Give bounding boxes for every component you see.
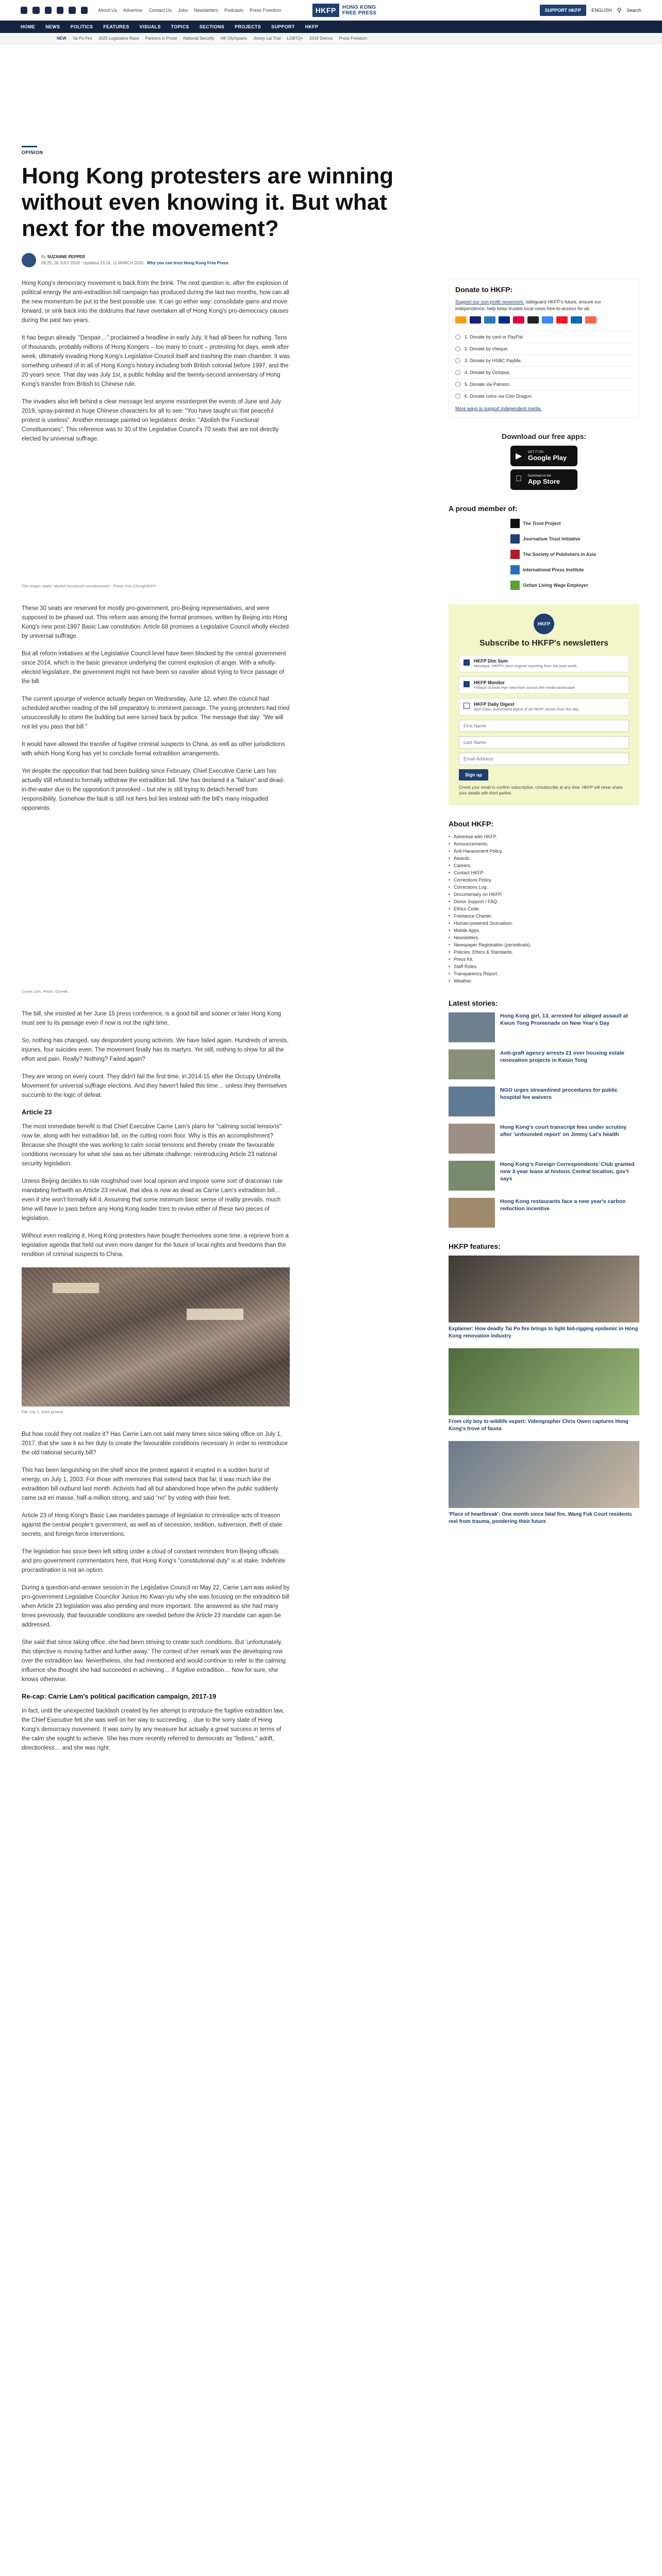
top-link-about[interactable]: About Us [98, 7, 118, 13]
sopa-icon [510, 550, 520, 559]
paragraph: So, nothing has changed, say despondent young activists. We have failed again. Hundreds of arrests, injuries, four suicides even. The movement finally has its martyrs. Yet still, nothing to show for all the effort and pain. Really? Nothing? Failed again? [22, 1038, 289, 1062]
donate-text: Support our non-profit newsroom: safeguard HKFP's future, ensure our independence, help keep trusted local news free-to-access for all. [455, 299, 601, 311]
payme-icon [556, 316, 568, 324]
member-logo[interactable]: The Society of Publishers in Asia [510, 550, 639, 559]
signup-button[interactable]: Sign up [459, 769, 488, 781]
about-list [449, 833, 639, 985]
paragraph: In fact, until the unexpected backlash created by her attempt to introduce the fugitive extradition law, the Chief Executive felt she was well on her way to succeeding… due to the sorry state of Hong Kong's democracy movement. It was sorry by any measure but actually a great success in terms of the calm she sought to achieve. She has more recently referred to democrats as "listless," adrift, directionless… and she was right. [22, 1708, 284, 1751]
about-link[interactable]: • Newsletters. [449, 934, 639, 941]
feature-story[interactable]: Explainer: How deadly Tai Po fire brings to light bid-rigging epidemic in Hong Kong renovation industry [449, 1256, 639, 1340]
sidebar [449, 279, 639, 1540]
trending-item[interactable]: Jimmy Lai Trial [253, 36, 281, 41]
trending-bar [0, 33, 662, 44]
story-thumbnail[interactable] [449, 1124, 495, 1154]
top-link-newsletters[interactable]: Newsletters [194, 7, 219, 13]
patreon-icon [585, 316, 597, 324]
about-link[interactable]: • Corrections Policy. [449, 876, 639, 884]
visa-icon [470, 316, 481, 324]
radio-icon[interactable] [455, 394, 460, 399]
top-right [540, 5, 641, 16]
member-logo[interactable]: The Trust Project [510, 519, 639, 528]
apps-section [449, 432, 639, 490]
about-title: About HKFP: [449, 820, 494, 828]
last-name-input[interactable] [459, 736, 629, 749]
latest-story[interactable]: Hong Kong restaurants face a new year's carbon reduction incentive [449, 1198, 639, 1228]
article-subhead: Re-cap: Carrie Lam's political pacification campaign, 2017-19 [22, 1692, 217, 1700]
latest-story[interactable]: Anti-graft agency arrests 21 over housing estate renovation projects in Kwun Tong [449, 1049, 639, 1079]
trending-item[interactable]: Tai Po Fire [72, 36, 92, 41]
about-link[interactable]: • Ethics Code. [449, 905, 639, 912]
latest-story[interactable]: Hong Kong girl, 13, arrested for alleged assault at Kwun Tong Promenade on New Year's Day [449, 1012, 639, 1042]
author-avatar[interactable] [22, 253, 36, 267]
paragraph: The bill, she insisted at her June 15 press conference, is a good bill and sooner or later Hong Kong must see to its passage even if now is not the right time. [22, 1011, 282, 1026]
paragraph: Article 23 of Hong Kong's Basic Law mandates passage of legislation to criminalize acts of treason against the central people's government, as well as of secession, sedition, subversion, theft of state secrets, and foreign force interventions. [22, 1513, 283, 1537]
facebook-icon[interactable] [21, 7, 27, 14]
latest-story[interactable]: Hong Kong's court transcript fees under scrutiny after 'unfounded report' on Jimmy Lai's health [449, 1124, 639, 1154]
trust-project-icon [510, 519, 520, 528]
main-nav [0, 21, 662, 33]
about-link[interactable]: • Documentary on HKFP. [449, 891, 639, 898]
paragraph: It would have allowed the transfer of fugitive criminal suspects to China, as well as other jurisdictions with which Hong Kong has yet to conclude formal extradition arrangements. [22, 741, 285, 757]
logo-wordmark: HONG KONG FREE PRESS [342, 4, 377, 16]
paragraph: The current upsurge of violence actually began on Wednesday, June 12, when the council had scheduled another reading of the bill preparatory to imminent passage. The young protesters had tried unsuccessfully to storm the building but were turned back by police. The message that day: "We will not let you pass that bill." [22, 696, 290, 730]
photo-caption: Carrie Lam. Photo: GovHK. [22, 989, 69, 994]
newsletter-box [449, 604, 639, 805]
nav-projects[interactable]: PROJECTS [235, 24, 261, 29]
donate-option[interactable]: 3. Donate by HSBC PayMe. [455, 354, 633, 366]
about-link[interactable]: • Mobile Apps. [449, 927, 639, 934]
member-logo[interactable]: Oxfam Living Wage Employer [510, 581, 639, 590]
nav-support[interactable]: SUPPORT [271, 24, 295, 29]
donate-option[interactable]: 1. Donate by card or PayPal. [455, 331, 633, 343]
donate-option[interactable]: 4. Donate by Octopus. [455, 366, 633, 378]
nav-topics[interactable]: TOPICS [171, 24, 189, 29]
about-link[interactable]: • Staff Roles. [449, 963, 639, 970]
donate-box [449, 279, 639, 418]
photo-caption: File July 1, 2003 protest. [22, 1410, 64, 1414]
paragraph: Hong Kong's democracy movement is back from the brink. The next question is, after the explosion of political energy the anti-extradition bill campaign has produced during the last two months, how can all the new momentum be put to the best possible use. It can go either way: consolidate gains and move forward, or sink back into the doldrums that have overtaken all of Hong Kong's pro-democracy causes during the past two years. [22, 280, 290, 324]
article-body [22, 279, 290, 1761]
nav-news[interactable]: NEWS [45, 24, 60, 29]
unionpay-icon [513, 316, 524, 324]
article-headline: Hong Kong protesters are winning without even knowing it. But what next for the movement? [22, 163, 394, 241]
checkbox-checked-icon[interactable] [464, 681, 470, 687]
oxfam-icon [510, 581, 520, 590]
apps-title: Download our free apps: [501, 432, 587, 440]
nav-visuals[interactable]: VISUALS [139, 24, 161, 29]
features-title: HKFP features: [449, 1242, 501, 1250]
about-link[interactable]: • Weather. [449, 977, 639, 985]
checkbox-icon[interactable] [464, 703, 470, 709]
top-link-press-freedom[interactable]: Press Freedom [250, 7, 282, 13]
paragraph: But how could they not realize it? Has Carrie Lam not said many times since taking office on July 1, 2017, that she saw it as her duty to create the favourable conditions necessary in order to reintroduce the old national security bill? [22, 1431, 288, 1456]
apple-icon [516, 474, 522, 484]
about-link[interactable]: • Careers. [449, 862, 639, 869]
donate-link[interactable]: Support our non-profit newsroom: [455, 299, 525, 304]
trending-item[interactable]: 2025 Legislative Race [98, 36, 139, 41]
trending-item[interactable]: National Security [183, 36, 214, 41]
octopus-icon [571, 316, 582, 324]
newsletter-note: Check your email to confirm subscription. Unsubscribe at any time. HKFP will never share your details with third parties. [459, 785, 623, 795]
story-thumbnail[interactable] [449, 1049, 495, 1079]
about-link[interactable]: • Announcements. [449, 840, 639, 848]
donate-option[interactable]: 5. Donate via Patreon. [455, 378, 633, 390]
newsletter-option[interactable]: HKFP Monitor Fridays: A birds-eye view from across the media landscape. [459, 676, 629, 694]
trending-item[interactable]: Partners in Prose [145, 36, 177, 41]
member-logo[interactable]: International Press Institute [510, 565, 639, 574]
newsletter-option[interactable]: HKFP Dim Sum Mondays: HKFP's best original reporting from the past week. [459, 655, 629, 672]
about-link[interactable]: • Newspaper Registration (periodicals). [449, 941, 639, 948]
nav-features[interactable]: FEATURES [103, 24, 129, 29]
about-link[interactable]: • Donor Support / FAQ. [449, 898, 639, 905]
support-button[interactable]: SUPPORT HKFP [540, 5, 587, 16]
about-link[interactable]: • Freelance Charter. [449, 912, 639, 920]
donate-option[interactable]: 6. Donate coins via Coin Dragon. [455, 390, 633, 402]
about-section [449, 820, 639, 985]
feature-image[interactable] [449, 1256, 639, 1323]
newsletter-title: Subscribe to HKFP's newsletters [479, 639, 609, 648]
member-logo[interactable]: Journalism Trust Initiative [510, 534, 639, 544]
language-switch[interactable]: ENGLISH [591, 7, 612, 13]
logo-mark: HKFP [312, 4, 339, 17]
article-photo [22, 821, 290, 986]
article-photo [22, 452, 290, 581]
youtube-icon[interactable] [81, 7, 88, 14]
paragraph: During a question-and-answer session in the Legislative Council on May 22, Carrie Lam was asked by pro-government Legislative Councilor Junius Ho Kwan-yiu why she was focusing on the extradition bill when Article 23 legislation was also pending and more important. She answered as she had many times previously, that favourable conditions are needed before the Article 23 mandate can again be addressed. [22, 1585, 290, 1628]
story-thumbnail[interactable] [449, 1087, 495, 1116]
radio-icon[interactable] [455, 346, 460, 351]
radio-icon[interactable] [455, 382, 460, 387]
trending-item[interactable]: LGBTQ+ [287, 36, 304, 41]
banner-shape [53, 1283, 99, 1293]
paragraph: Unless Beijing decides to ride roughshod over local opinion and impose some sort of draconian rule mandating forthwith an Article 23 revival, that idea is now as dead as Carrie Lam's extradition bill… even if she won't formally kill it. Assuming that some minimum basic sense of reality prevails, much time will have to pass before any Hong Kong leader tries to revive either of these two pieces of legislation. [22, 1178, 283, 1222]
banner-shape [187, 1309, 243, 1320]
latest-title: Latest stories: [449, 999, 498, 1007]
article-dateline: 09:25, 28 JULY 2019 · Updated 23:18, 11 MARCH 2020 [41, 261, 144, 265]
category-rule [22, 146, 37, 147]
feature-story[interactable]: From city boy to wildlife expert: Videographer Chris Owen captures Hong Kong's trove of fauna [449, 1348, 639, 1433]
top-link-advertise[interactable]: Advertise [123, 7, 143, 13]
story-thumbnail[interactable] [449, 1012, 495, 1042]
newsletter-logo: HKFP [534, 614, 554, 634]
latest-story[interactable]: Hong Kong's Foreign Correspondents' Club granted new 3-year lease at historic Central location, gov't says [449, 1161, 639, 1191]
about-link[interactable]: • Policies, Ethics & Standards. [449, 948, 639, 956]
byline [22, 253, 228, 267]
google-play-button[interactable]: ▶ GET IT ON Google Play [510, 446, 577, 466]
story-thumbnail[interactable] [449, 1198, 495, 1228]
amex-icon [484, 316, 495, 324]
top-bar [0, 0, 662, 21]
paragraph: It has begun already. "Despair…" proclaimed a headline in early July. It had all been for nothing. Tens of thousands, probably millions of Hong Kongers – too many to count – protesting for days, week after week, ultimately invading Hong Kong's Legislative Council itself and trashing the main chamber. It was something unheard of in all of Hong Kong's history including both British colonial before 1997, and the 20 years since. That day was July 1st, a public holiday and the twenty-second anniversary of Hong Kong's transfer from British to Chinese rule. [22, 335, 290, 387]
nav-sections[interactable]: SECTIONS [199, 24, 225, 29]
donate-title: Donate to HKFP: [455, 285, 513, 294]
paragraph: She said that since taking office, she had been striving to create such conditions. But 'unfortunately, this objective is moving further and further away.' The context of her remark was the developing row over the extradition law. Nevertheless, she had mentioned and would continue to refer to the calming influence she thought she had succeeded in achieving… if fugitive extradition… Now for sure, she knows otherwise. [22, 1639, 286, 1683]
search-label[interactable]: Search [626, 7, 641, 13]
trending-item[interactable]: 2019 Demos [309, 36, 333, 41]
top-link-jobs[interactable]: Jobs [178, 7, 188, 13]
ipi-icon [510, 565, 520, 574]
googlepay-icon [542, 316, 553, 324]
social-icons [21, 7, 88, 14]
play-icon: ▶ [516, 452, 522, 461]
more-ways-link[interactable]: More ways to support independent media. [455, 406, 542, 411]
about-link[interactable]: • Human-powered Journalism. [449, 920, 639, 927]
trust-link[interactable]: Why you can trust Hong Kong Free Press [147, 261, 228, 265]
instagram-icon[interactable] [45, 7, 52, 14]
feature-story[interactable]: 'Place of heartbreak': One month since fatal fire, Wang Fuk Court residents reel from trauma, pondering their future [449, 1441, 639, 1526]
trending-item[interactable]: HK Olympians [220, 36, 247, 41]
newsletter-option[interactable]: HKFP Daily Digest 9pm Daily: Automated digest of all HKFP stories from the day. [459, 698, 629, 716]
protest-crowd-photo [22, 1267, 290, 1406]
applepay-icon [527, 316, 539, 324]
trending-label: NEW [57, 36, 67, 41]
trending-item[interactable]: Press Freedom [339, 36, 368, 41]
top-links [98, 8, 282, 13]
about-link[interactable]: • Corrections Log. [449, 884, 639, 891]
threads-icon[interactable] [57, 7, 63, 14]
about-link[interactable]: • Advertise with HKFP. [449, 833, 639, 840]
about-link[interactable]: • Press Kit. [449, 956, 639, 963]
latest-story[interactable]: NGO urges streamlined procedures for public hospital fee waivers [449, 1087, 639, 1116]
radio-icon[interactable] [455, 334, 460, 340]
paragraph: This has been languishing on the shelf since the protest against it erupted in a sudden burst of energy, on July 1, 2003. For those with memories that extend back that far, it was much like the extradition bill outburst last month. Activists had all but abandoned hope when the public suddenly came out en masse, half-a-million strong, and said "no" by voting with their feet. [22, 1467, 278, 1501]
app-store-button[interactable]: Download on the App Store [510, 469, 577, 490]
about-link[interactable]: • Contact HKFP. [449, 869, 639, 876]
email-input[interactable] [459, 753, 629, 765]
paragraph: The most immediate benefit is that Chief Executive Carrie Lam's plans for "calming social tensions" now lie, along with her extradition bill, on the cutting room floor. Why is this an accomplishment? Because she thought she was working to calm social tensions and thereby create the favourable conditions necessary for what she saw as her ultimate challenge: reintroducing Article 23 national security legislation. [22, 1124, 282, 1167]
paragraph: The legislation has since been left sitting under a cloud of constant reminders from Beijing officials and pro-government commentators here, that Hong Kong's "constitutional duty" is at stake. Indefinite procrastination is not an option. [22, 1549, 286, 1573]
article-subhead: Article 23 [22, 1108, 52, 1116]
jti-icon [510, 534, 520, 544]
members-title: A proud member of: [449, 504, 518, 513]
paypal-icon [499, 316, 510, 324]
paragraph: They are wrong on every count. They didn't fail the first time, in 2014-15 after the Occupy Umbrella Movement for universal suffrage elections. And they haven't failed this time… unless they themselves succumb to the logic of defeat. [22, 1074, 287, 1098]
site-logo[interactable] [312, 4, 376, 17]
mastercard-icon [455, 316, 467, 324]
feature-image[interactable] [449, 1441, 639, 1508]
story-thumbnail[interactable] [449, 1161, 495, 1191]
linkedin-icon[interactable] [69, 7, 75, 14]
nav-politics[interactable]: POLITICS [70, 24, 93, 29]
photo-caption: The slogan reads "abolish functional constituencies". Photo: Kris Cheng/HKFP. [22, 584, 157, 588]
latest-section [449, 999, 639, 1228]
first-name-input[interactable] [459, 720, 629, 732]
article-category[interactable]: OPINION [22, 150, 43, 155]
about-link[interactable]: • Transparency Report. [449, 970, 639, 977]
top-link-podcasts[interactable]: Podcasts [224, 7, 244, 13]
author-name[interactable]: SUZANNE PEPPER [47, 255, 85, 259]
about-link[interactable]: • Awards. [449, 855, 639, 862]
search-icon[interactable]: ⚲ [617, 6, 622, 14]
byline-text: By SUZANNE PEPPER 09:25, 28 JULY 2019 · Updated 23:18, 11 MARCH 2020 Why you can trust Hong Kong Free Press [41, 255, 228, 265]
about-link[interactable]: • Anti-Harassment Policy. [449, 848, 639, 855]
payment-icons [455, 316, 633, 324]
feature-image[interactable] [449, 1348, 639, 1415]
paragraph: Yet despite the opposition that had been building since February, Chief Executive Carrie Lam has actually still refused to formally withdraw the extradition bill. She has declared it a "failure" and dead-in-the-water due to the opposition it provoked – but she is still trying to detach herself from responsibility. Somehow the fault is still not hers but lies instead with the bill's many misguided opponents. [22, 768, 285, 811]
top-link-contact[interactable]: Contact Us [148, 7, 172, 13]
radio-icon[interactable] [455, 358, 460, 363]
paragraph: These 30 seats are reserved for mostly pro-government, pro-Beijing representatives, and were supposed to be phased out. This reform was among the formal promises, written by Beijing into Hong Kong's new post-1997 Basic Law constitution. Article 68 promises a Legislative Council wholly elected by universal suffrage. [22, 605, 289, 639]
paragraph: But all reform initiatives at the Legislative Council level have been blocked by the central government since 2014, which is the basic grievance underlying the current explosion of anger. With a wholly-elected legislature, the government might not have been so cavalier about trying to force passage of the bill. [22, 651, 286, 685]
donate-option[interactable]: 2. Donate by cheque. [455, 343, 633, 354]
x-icon[interactable] [32, 7, 39, 14]
checkbox-checked-icon[interactable] [464, 659, 470, 666]
paragraph: Without even realizing it, Hong Kong protesters have bought themselves some time, a reprieve from a legislative agenda that held out even more danger for the future of local rights and freedoms than the rendition of criminal suspects to China. [22, 1233, 289, 1258]
nav-hkfp[interactable]: HKFP [305, 24, 319, 29]
paragraph: The invaders also left behind a clear message lest anyone misinterpret the events of June and July 2019, spray-painted in huge Chinese characters for all to see: "You have taught us that peaceful protest is useless". Another message painted on legislators' desks: "Abolish the Functional Constituencies". This reference was to 30 of the Legislative Council's 70 seats that are not directly elected by universal suffrage. [22, 399, 282, 442]
members-section [449, 504, 639, 590]
radio-icon[interactable] [455, 370, 460, 375]
nav-home[interactable]: HOME [21, 24, 36, 29]
features-section [449, 1242, 639, 1526]
